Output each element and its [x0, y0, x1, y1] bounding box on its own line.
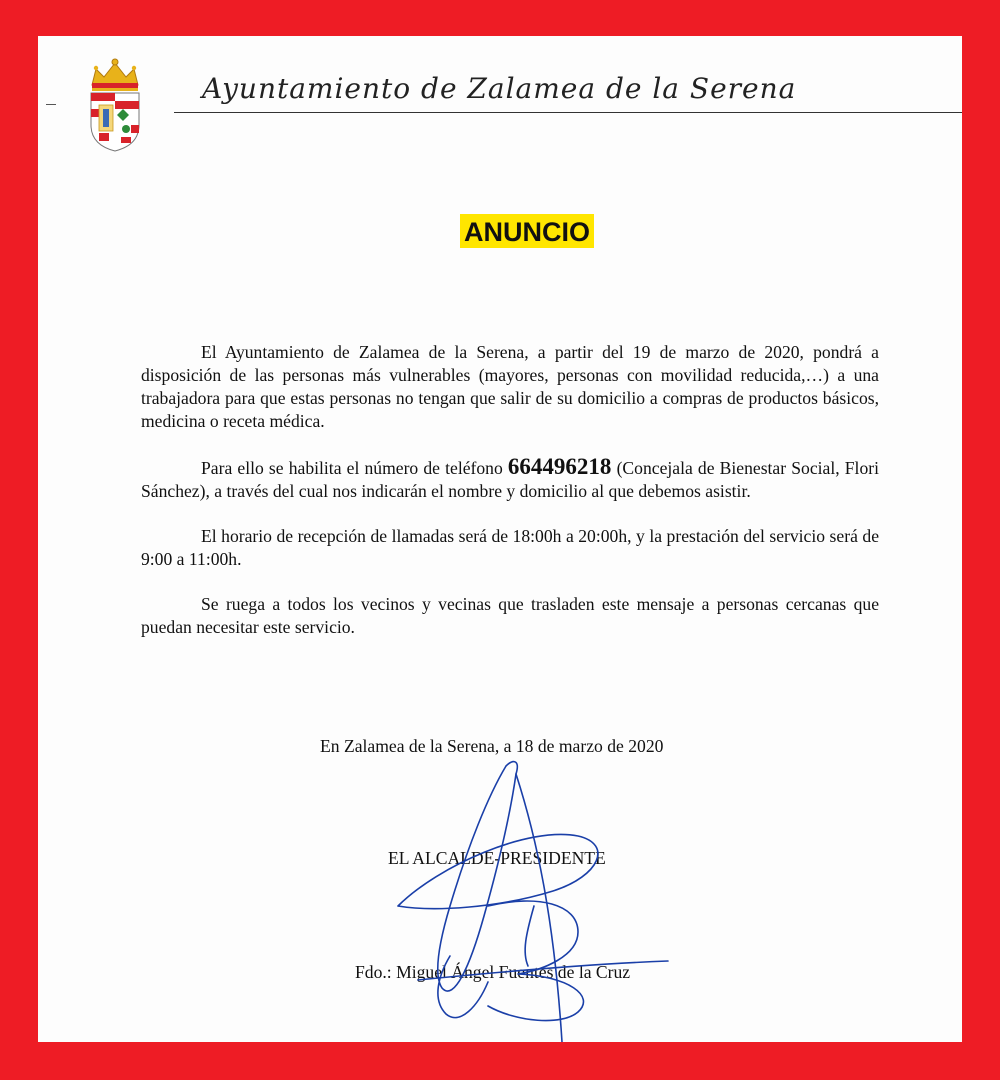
phone-number: 664496218: [507, 454, 612, 479]
notice-title: ANUNCIO: [460, 214, 594, 248]
margin-mark: [46, 104, 56, 105]
header-rule: [174, 112, 962, 113]
paragraph-2-rest: (Concejala de Bienestar Social, Flori Sánchez), a través del cual nos indicarán el nombre y domicilio al que debemos asistir.: [141, 458, 879, 501]
paragraph-1: El Ayuntamiento de Zalamea de la Serena, a partir del 19 de marzo de 2020, pondrá a disposición de las personas más vulnerables (mayores, personas con movilidad reducida,…) a una trabajadora para que estas personas no tengan que salir de su domicilio a compras de productos básicos, medicina o receta médica.: [141, 342, 879, 431]
header-title: Ayuntamiento de Zalamea de la Serena: [202, 72, 797, 105]
place-and-date: En Zalamea de la Serena, a 18 de marzo de 2020: [320, 736, 664, 756]
signer-name: Fdo.: Miguel Ángel Fuentes de la Cruz: [355, 962, 631, 982]
paragraph-4: Se ruega a todos los vecinos y vecinas que trasladen este mensaje a personas cercanas que puedan necesitar este servicio.: [141, 594, 879, 637]
coat-of-arms-icon: [86, 55, 144, 153]
handwritten-signature: [338, 756, 698, 1042]
notice-body: [141, 341, 879, 661]
document-page: [38, 36, 962, 1042]
paragraph-2-intro: Para ello se habilita el número de teléfono: [201, 458, 508, 478]
paragraph-3: El horario de recepción de llamadas será de 18:00h a 20:00h, y la prestación del servicio será de 9:00 a 11:00h.: [141, 526, 879, 569]
signer-role: EL ALCALDE-PRESIDENTE: [388, 848, 606, 868]
paragraph-2: [141, 455, 879, 503]
